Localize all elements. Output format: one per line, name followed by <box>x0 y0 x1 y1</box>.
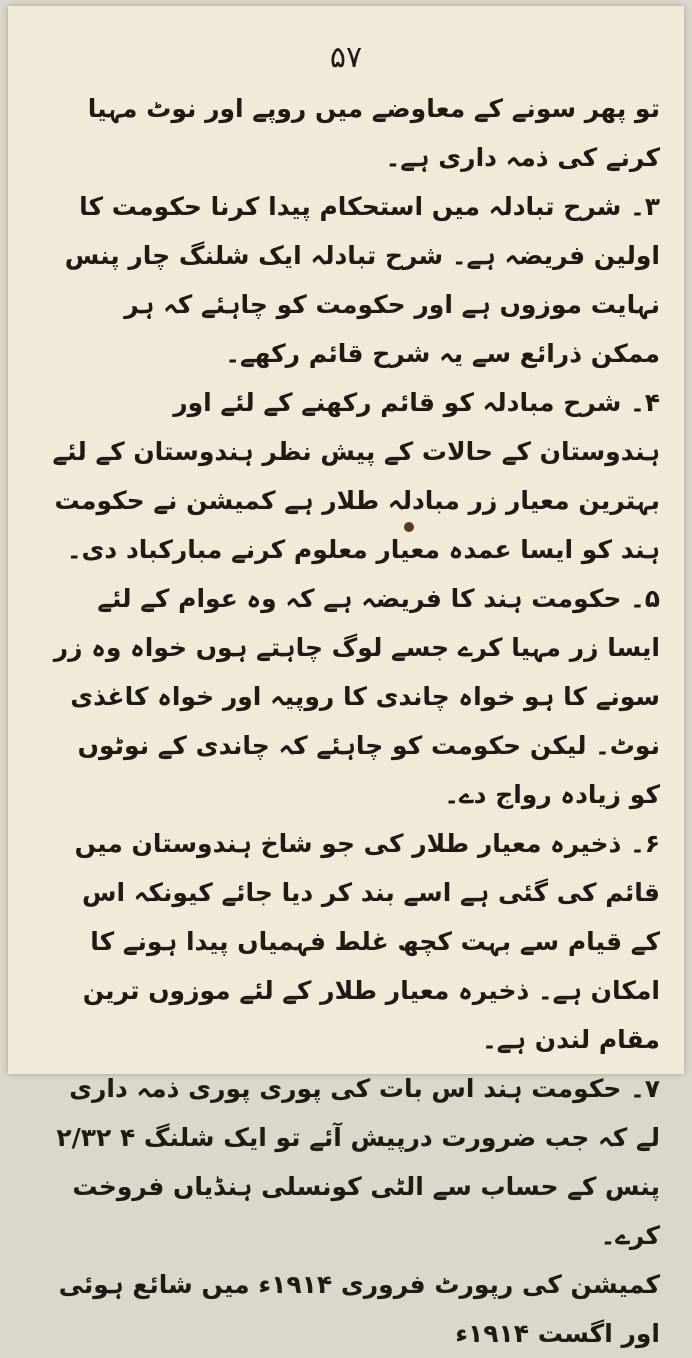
paragraph-3: ۴۔ شرح مبادلہ کو قائم رکھنے کے لئے اور ہندوستان کے حالات کے پیش نظر ہندوستان کے لئے بہترین معیار زر مبادلہ طلار ہے کمیشن نے حکومت ہند کو ایسا عمدہ معیار معلوم کرنے مبارکباد دی۔ <box>52 388 660 564</box>
ink-blot <box>404 522 414 532</box>
page-number: ۵۷ <box>329 40 363 75</box>
paragraph-5: ۶۔ ذخیرہ معیار طلار کی جو شاخ ہندوستان میں قائم کی گئی ہے اسے بند کر دیا جائے کیونکہ اس کے قیام سے بہت کچھ غلط فہمیاں پیدا ہونے کا امکان ہے۔ ذخیرہ معیار طلار کے لئے موزوں ترین مقام لندن ہے۔ <box>74 829 660 1054</box>
book-page <box>8 6 684 1348</box>
paragraph-7: کمیشن کی رپورٹ فروری ۱۹۱۴ء میں شائع ہوئی اور اگست ۱۹۱۴ء <box>58 1270 660 1348</box>
page-body <box>48 84 660 1358</box>
paragraph-6: ۷۔ حکومت ہند اس بات کی پوری پوری ذمہ داری لے کہ جب ضرورت درپیش آئے تو ایک شلنگ ۴ ۲/۳۲ پنس کے حساب سے الٹی کونسلی ہنڈیاں فروخت کرے۔ <box>56 1074 660 1250</box>
paragraph-1: تو پھر سونے کے معاوضے میں روپے اور نوٹ مہیا کرنے کی ذمہ داری ہے۔ <box>87 94 660 172</box>
paragraph-4: ۵۔ حکومت ہند کا فریضہ ہے کہ وہ عوام کے لئے ایسا زر مہیا کرے جسے لوگ چاہتے ہوں خواہ وہ زر سونے کا ہو خواہ چاندی کا روپیہ اور خواہ کاغذی نوٹ۔ لیکن حکومت کو چاہئے کہ چاندی کے نوٹوں کو زیادہ رواج دے۔ <box>53 584 660 809</box>
paragraph-2: ۳۔ شرح تبادلہ میں استحکام پیدا کرنا حکومت کا اولین فریضہ ہے۔ شرح تبادلہ ایک شلنگ چار پنس نہایت موزوں ہے اور حکومت کو چاہئے کہ ہر ممکن ذرائع سے یہ شرح قائم رکھے۔ <box>64 192 660 368</box>
